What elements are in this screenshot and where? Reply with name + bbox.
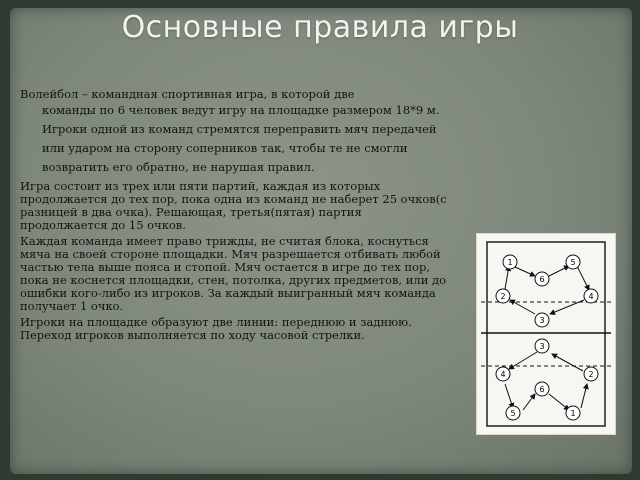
player-bottom-5 [506,406,520,420]
svg-text:1: 1 [570,409,576,418]
player-bottom-1 [566,406,580,420]
paragraph-intro-first-line: Волейбол – командная спортивная игра, в которой две [20,87,355,101]
top-rotation-arrows [505,266,589,314]
player-top-4 [584,289,598,303]
player-top-6 [535,272,549,286]
player-top-3 [535,313,549,327]
paragraph-intro [20,88,450,177]
slide-title: Основные правила игры [121,10,519,45]
player-bottom-6 [535,382,549,396]
paragraph-intro-rest: команды по 6 человек ведут игру на площадке размером 18*9 м. Игроки одной из команд стремятся переправить мяч передачей или ударом на сторону соперников так, чтобы те не смогли возвратить его обратно, не нарушая правил. [42,103,440,174]
court-outline [487,242,605,426]
svg-text:2: 2 [588,370,594,379]
player-bottom-4 [496,367,510,381]
slide-body [20,88,450,345]
player-bottom-3 [535,339,549,353]
svg-text:6: 6 [539,275,545,284]
paragraph-touches: Каждая команда имеет право трижды, не считая блока, коснуться мяча на своей стороне площадки. Мяч разрешается отбивать любой частью тела выше пояса и стопой. Мяч остается в игре до тех пор, пока не коснется площадки, стен, потолка, других предметов, или до ошибки кого-либо из игроков. За каждый выигранный мяч команда получает 1 очко. [20,234,447,313]
player-top-1 [503,255,517,269]
svg-text:4: 4 [500,370,506,379]
player-top-2 [496,289,510,303]
svg-text:1: 1 [507,258,513,267]
bottom-rotation-arrows [505,352,587,410]
svg-text:2: 2 [500,292,506,301]
svg-text:3: 3 [539,316,545,325]
svg-text:6: 6 [539,385,545,394]
svg-text:5: 5 [570,258,576,267]
svg-text:5: 5 [510,409,516,418]
court-diagram-svg [477,234,615,434]
player-bottom-2 [584,367,598,381]
court-rotation-diagram [476,233,616,435]
paragraph-sets: Игра состоит из трех или пяти партий, каждая из которых продолжается до тех пор, пока одна из команд не наберет 25 очков(с разницей в два очка). Решающая, третья(пятая) партия продолжается до 15 очков. [20,179,447,232]
svg-text:4: 4 [588,292,594,301]
player-top-5 [566,255,580,269]
paragraph-rotation: Игроки на площадке образуют две линии: переднюю и заднюю. Переход игроков выполняется по ходу часовой стрелки. [20,315,412,342]
svg-text:3: 3 [539,342,545,351]
